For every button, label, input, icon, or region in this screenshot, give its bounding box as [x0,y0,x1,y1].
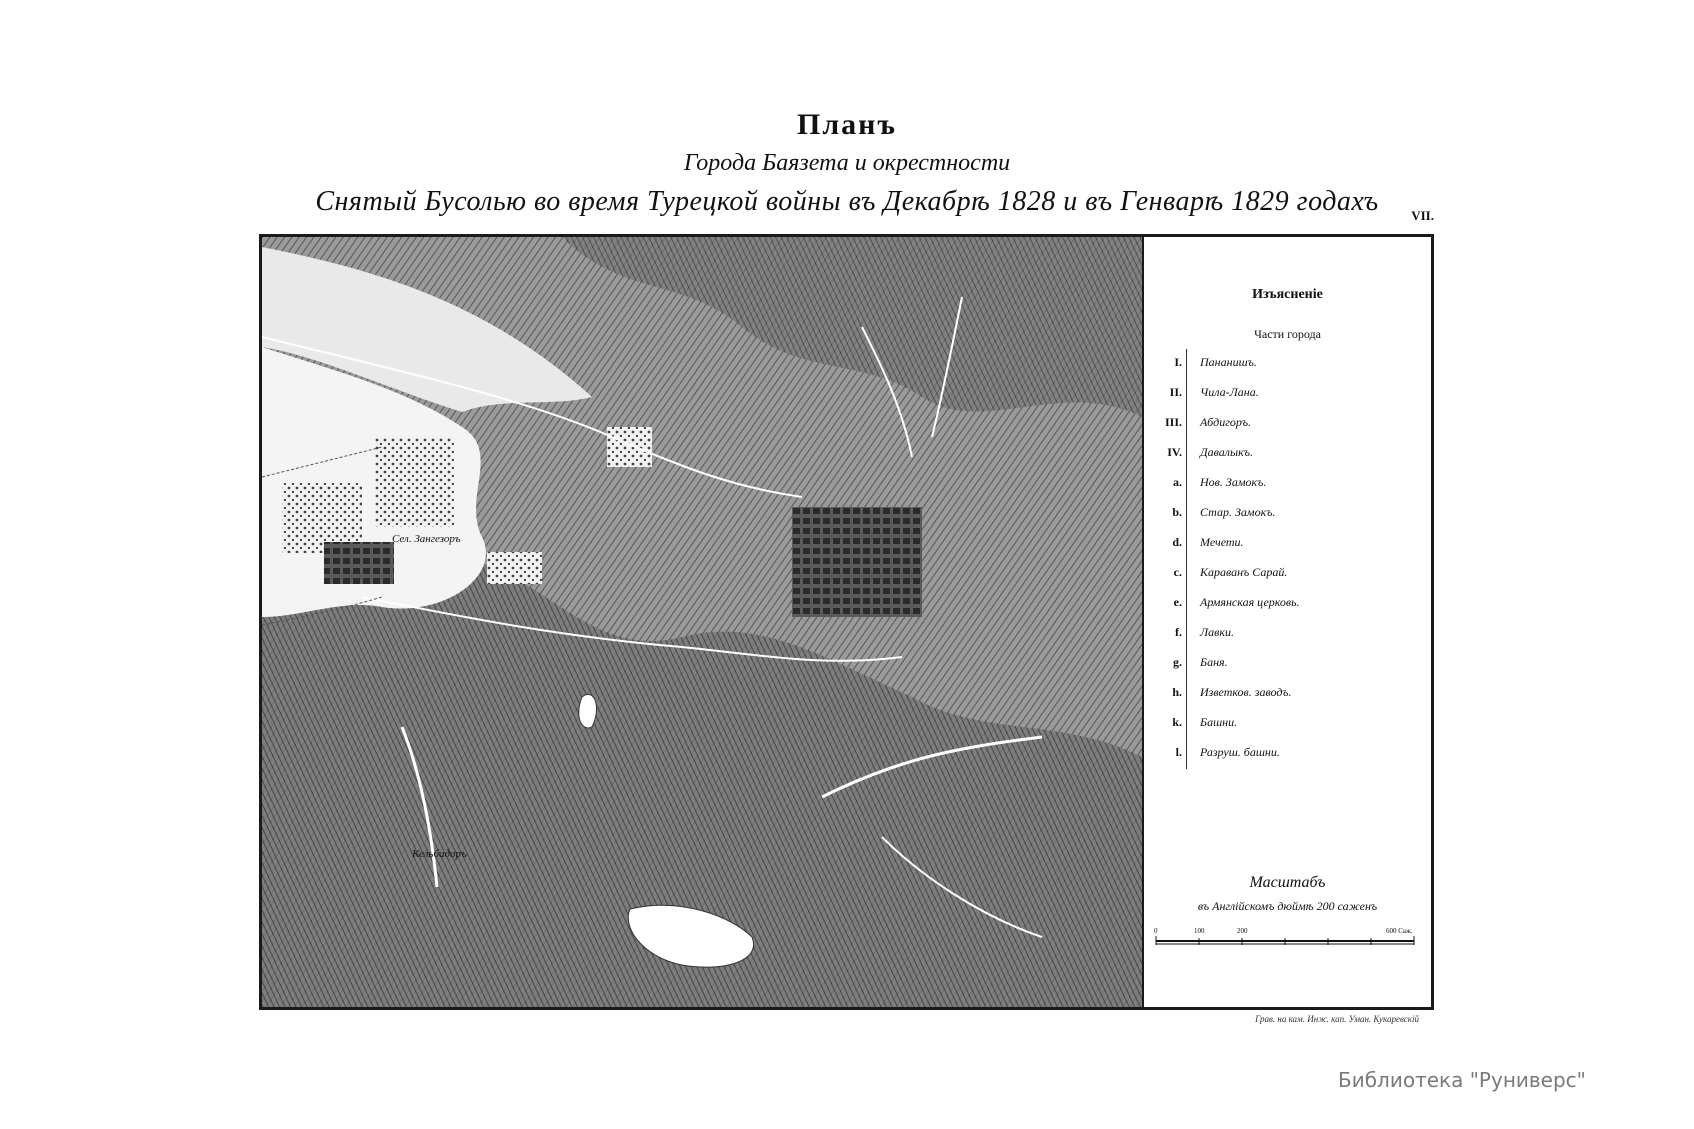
legend-key: f. [1175,625,1182,639]
legend-item [1154,415,1414,445]
legend-item [1154,745,1414,775]
legend-label: Баня. [1200,655,1228,669]
legend-key: g. [1173,655,1182,669]
legend-label: Нов. Замокъ. [1200,475,1267,489]
legend-key: a. [1173,475,1182,489]
legend-panel [1144,237,1431,1007]
scale-tick-label: 0 [1154,927,1158,935]
legend-key: k. [1172,715,1182,729]
legend-key: l. [1175,745,1182,759]
map-title: Планъ [797,108,897,141]
scale-title: Масштабъ [1249,874,1326,891]
zangezor-village [324,542,394,584]
legend-key: IV. [1167,445,1182,459]
legend-label: Давалыкъ. [1200,445,1253,459]
legend-item [1154,475,1414,505]
scale-bar [1154,927,1416,947]
legend-label: Абдигоръ. [1200,415,1252,429]
library-watermark: Библиотека "Руниверс" [1338,1068,1586,1092]
legend-key: I. [1174,355,1182,369]
legend-key: II. [1169,385,1182,399]
legend-item [1154,625,1414,655]
scale-subtitle: въ Англійскомъ дюймѣ 200 саженъ [1197,899,1378,913]
legend-label: Разруш. башни. [1200,745,1280,759]
scale-tick-label: 200 [1237,927,1248,935]
legend-item [1154,685,1414,715]
legend-item [1154,445,1414,475]
legend-subtitle: Части города [1254,327,1321,341]
legend-key: e. [1173,595,1182,609]
legend-item [1154,715,1414,745]
legend-item [1154,535,1414,565]
legend-key: d. [1172,535,1182,549]
village-label-kelbador: Кельбадоръ [412,848,467,860]
map-subtitle: Города Баязета и окрестности [683,150,1011,176]
legend-label: Башни. [1200,715,1238,729]
village-label-zangezor: Сел. Зангезоръ [392,533,461,545]
legend-item [1154,655,1414,685]
legend-item [1154,595,1414,625]
legend-label: Пананишъ. [1200,355,1257,369]
plate-number: VII. [1411,208,1434,223]
legend-label: Стар. Замокъ. [1200,505,1276,519]
map-subtitle-2: Снятый Бусолью во время Турецкой войны въ Декабрѣ 1828 и въ Генварѣ 1829 годахъ [315,186,1379,217]
legend-item [1154,505,1414,535]
legend-key: c. [1173,565,1182,579]
legend-key: b. [1172,505,1182,519]
map-frame [259,234,1434,1010]
terrain-map [262,237,1142,1007]
legend-title: Изъясненіе [1252,287,1323,302]
legend-label: Лавки. [1200,625,1234,639]
map-area[interactable] [262,237,1144,1007]
legend-label: Изветков. заводъ. [1200,685,1292,699]
legend-item [1154,385,1414,415]
legend-label: Мечети. [1200,535,1244,549]
legend-key: III. [1164,415,1182,429]
legend-label: Армянская церковь. [1200,595,1300,609]
scale-tick-label: 100 [1194,927,1205,935]
legend-key: h. [1172,685,1182,699]
bayazet-town [792,507,922,617]
legend-label: Чила-Лана. [1200,385,1259,399]
legend-label: Караванъ Сарай. [1200,565,1288,579]
scale-tick-label: 600 Саж. [1386,927,1413,935]
legend-item [1154,565,1414,595]
legend-item [1154,355,1414,385]
engraver-credit: Грав. на кам. Инж. кап. Уман. Кукаревскій [1255,1014,1419,1024]
